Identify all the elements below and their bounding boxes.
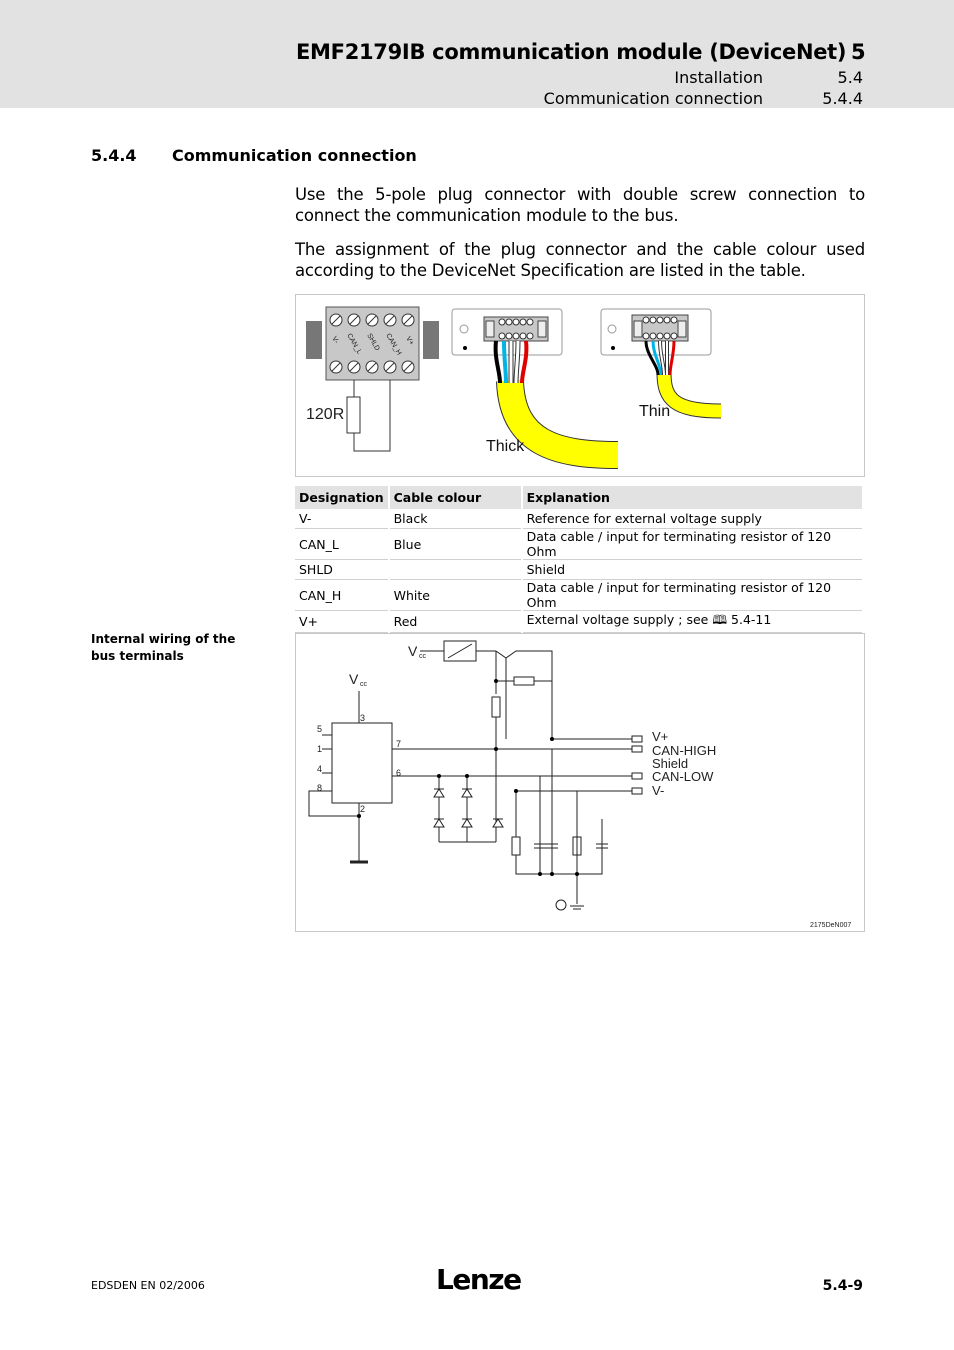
pin-label-can-h: CAN_H: [384, 332, 403, 357]
table-cell: V+: [295, 611, 389, 633]
terminal-shield: Shield: [652, 756, 689, 771]
connector-diagram: [296, 295, 864, 476]
thick-cable: [510, 381, 618, 455]
ic-pin-3: 3: [360, 713, 366, 723]
thin-cable: [664, 373, 721, 411]
resistor-label: 120R: [306, 406, 345, 423]
table-cell: Reference for external voltage supply: [522, 509, 863, 529]
assignment-table: [295, 486, 864, 633]
paragraph-2: The assignment of the plug connector and the cable colour used according to the DeviceNet Specification are listed in the table.: [295, 240, 865, 280]
vcc-top-v: V: [408, 643, 418, 659]
table-cell: Red: [389, 611, 522, 633]
terminal-can-low: CAN-LOW: [652, 769, 714, 784]
header-sub1-label: Installation: [674, 68, 763, 87]
ic-pin-6: 6: [396, 768, 402, 778]
pin-label-shld: SHLD: [365, 332, 381, 353]
side-label-internal-wiring: Internal wiring of the bus terminals: [91, 632, 236, 663]
pin-label-v-plus: V+: [404, 335, 415, 347]
table-cell: External voltage supply ; see 🕮 5.4-11: [522, 611, 863, 633]
ic-pin-2: 2: [360, 804, 366, 814]
table-header-explanation: Explanation: [522, 486, 863, 509]
footer-document-id: EDSDEN EN 02/2006: [91, 1279, 205, 1292]
ic-pin-5: 5: [317, 724, 323, 734]
vcc-left-v: V: [349, 671, 359, 687]
thick-label: Thick: [486, 438, 525, 455]
resistor-120r: [347, 397, 360, 433]
table-header-designation: Designation: [295, 486, 389, 509]
pin-label-v-minus: V-: [330, 335, 340, 345]
table-row: [295, 611, 863, 633]
table-cell: Data cable / input for terminating resistor of 120 Ohm: [522, 529, 863, 560]
terminal-can-high: CAN-HIGH: [652, 743, 717, 758]
section-number: 5.4.4: [91, 146, 137, 165]
chapter-number: 5: [851, 40, 866, 64]
table-row: [295, 560, 863, 580]
table-row: [295, 580, 863, 611]
wiring-figure: [295, 633, 865, 932]
page-number: 5.4-9: [822, 1278, 863, 1294]
table-cell: CAN_L: [295, 529, 389, 560]
connector-flange-left: [306, 321, 322, 359]
header-sub2-number: 5.4.4: [822, 89, 863, 108]
wiring-diagram: [296, 634, 864, 931]
table-cell: Data cable / input for terminating resistor of 120 Ohm: [522, 580, 863, 611]
terminal-v-minus: V-: [652, 783, 665, 798]
table-cell: Black: [389, 509, 522, 529]
table-cell: Blue: [389, 529, 522, 560]
ic-pin-4: 4: [317, 764, 323, 774]
table-cell: CAN_H: [295, 580, 389, 611]
table-row: [295, 529, 863, 560]
vcc-top-sub: cc: [419, 653, 426, 660]
header-sub2-label: Communication connection: [543, 89, 763, 108]
header-sub1-number: 5.4: [837, 68, 863, 87]
ic-pin-1: 1: [317, 744, 323, 754]
table-header-cable-colour: Cable colour: [389, 486, 522, 509]
page-title: EMF2179IB communication module (DeviceNet): [296, 40, 847, 64]
connector-flange-right: [423, 321, 439, 359]
table-header-row: [295, 486, 863, 509]
paragraph-1: Use the 5-pole plug connector with double screw connection to connect the communication module to the bus.: [295, 185, 865, 225]
table-cell: V-: [295, 509, 389, 529]
vcc-left-sub: cc: [360, 681, 367, 688]
ic-pin-8: 8: [317, 783, 323, 793]
figure-code: 2175DeN007: [810, 922, 852, 929]
thin-label: Thin: [639, 403, 671, 420]
terminal-v-plus: V+: [652, 729, 669, 744]
connector-figure: [295, 294, 865, 477]
lenze-logo: Lenze: [436, 1263, 521, 1296]
table-row: [295, 509, 863, 529]
ic-pin-7: 7: [396, 739, 402, 749]
table-cell: [389, 560, 522, 580]
table-cell: Shield: [522, 560, 863, 580]
pin-label-can-l: CAN_L: [345, 332, 363, 356]
section-title: Communication connection: [172, 146, 417, 165]
table-cell: SHLD: [295, 560, 389, 580]
table-cell: White: [389, 580, 522, 611]
